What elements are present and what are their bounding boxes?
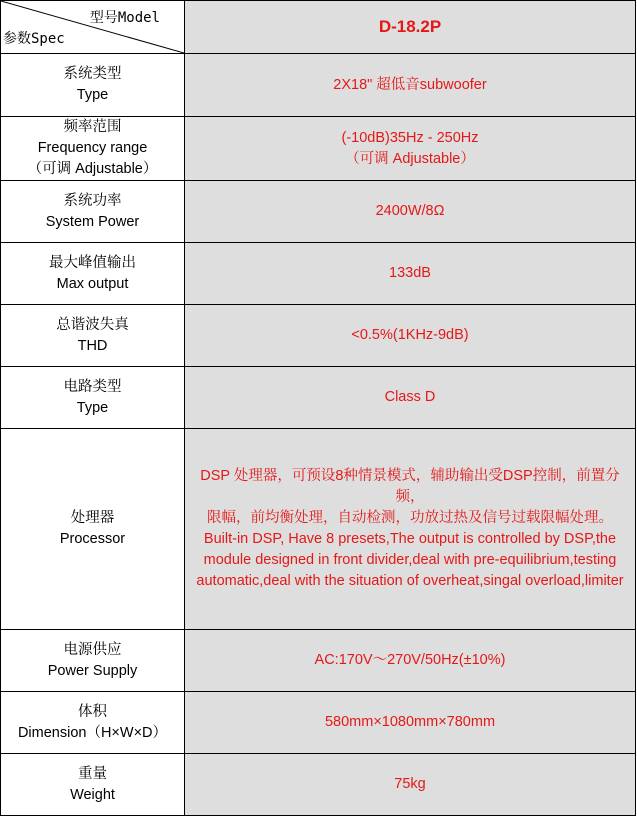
value-line: DSP 处理器，可预设8种情景模式，辅助输出受DSP控制，前置分频， bbox=[200, 468, 620, 505]
label-en: Processor bbox=[59, 531, 126, 547]
label-en: Type bbox=[76, 399, 109, 416]
spec-value bbox=[185, 54, 636, 117]
value-line: 133dB bbox=[389, 265, 431, 281]
label-en: Power Supply bbox=[47, 662, 138, 679]
label-extra: （可调 Adjustable） bbox=[27, 161, 158, 177]
label-cn: 电路类型 bbox=[63, 378, 122, 395]
label-en: Type bbox=[76, 87, 109, 103]
corner-header-cell bbox=[1, 1, 185, 54]
spec-row-processor bbox=[1, 429, 636, 630]
value-line: Built-in DSP, Have 8 presets,The output is controlled by DSP,the module designed in front divider,deal with pre-equilibrium,testing automatic,deal with the situation of overheat,singal overload,limiter bbox=[196, 531, 624, 589]
spec-label bbox=[1, 692, 185, 754]
spec-label bbox=[1, 367, 185, 429]
spec-value bbox=[185, 117, 636, 181]
label-cn: 频率范围 bbox=[63, 119, 122, 135]
spec-row-dimension bbox=[1, 692, 636, 754]
value-line: 75kg bbox=[394, 776, 426, 792]
header-row bbox=[1, 1, 636, 54]
spec-label bbox=[1, 754, 185, 816]
label-cn: 系统类型 bbox=[63, 66, 122, 82]
label-cn: 总谐波失真 bbox=[56, 316, 129, 333]
value-line: AC:170V～270V/50Hz(±10%) bbox=[314, 652, 506, 668]
model-header-label: 型号Model bbox=[89, 10, 160, 26]
spec-row-frequency bbox=[1, 117, 636, 181]
label-cn: 重量 bbox=[78, 765, 107, 782]
spec-label bbox=[1, 54, 185, 117]
value-line: Class D bbox=[384, 389, 436, 405]
spec-value bbox=[185, 692, 636, 754]
spec-label bbox=[1, 429, 185, 630]
label-en: Dimension（H×W×D） bbox=[17, 724, 168, 741]
label-en: System Power bbox=[45, 213, 140, 230]
spec-value bbox=[185, 305, 636, 367]
label-cn: 电源供应 bbox=[63, 641, 122, 658]
label-cn: 系统功率 bbox=[63, 192, 122, 209]
value-line: 2X18" 超低音subwoofer bbox=[333, 76, 487, 93]
value-line: (-10dB)35Hz - 250Hz bbox=[341, 129, 479, 146]
spec-value bbox=[185, 243, 636, 305]
label-cn: 处理器 bbox=[70, 510, 115, 526]
label-cn: 体积 bbox=[78, 703, 107, 720]
spec-label bbox=[1, 243, 185, 305]
label-en: Max output bbox=[56, 275, 129, 292]
spec-value bbox=[185, 754, 636, 816]
spec-row-power bbox=[1, 181, 636, 243]
spec-header-label: 参数Spec bbox=[3, 31, 65, 47]
spec-label bbox=[1, 630, 185, 692]
value-line: 580mm×1080mm×780mm bbox=[324, 714, 496, 730]
label-en: THD bbox=[77, 337, 108, 354]
value-line: 2400W/8Ω bbox=[375, 203, 445, 219]
label-en: Weight bbox=[70, 786, 115, 803]
spec-row-power-supply bbox=[1, 630, 636, 692]
model-name: D-18.2P bbox=[378, 16, 442, 36]
label-en: Frequency range bbox=[37, 140, 148, 156]
spec-label bbox=[1, 305, 185, 367]
spec-row-thd bbox=[1, 305, 636, 367]
model-name-cell bbox=[185, 1, 636, 54]
spec-value bbox=[185, 429, 636, 630]
spec-row-circuit bbox=[1, 367, 636, 429]
spec-label bbox=[1, 117, 185, 181]
spec-value bbox=[185, 630, 636, 692]
spec-row-type bbox=[1, 54, 636, 117]
label-cn: 最大峰值输出 bbox=[49, 254, 136, 271]
spec-value bbox=[185, 367, 636, 429]
spec-label bbox=[1, 181, 185, 243]
value-line: （可调 Adjustable） bbox=[345, 150, 475, 167]
value-line: <0.5%(1KHz-9dB) bbox=[351, 327, 469, 343]
spec-row-weight bbox=[1, 754, 636, 816]
spec-row-max-output bbox=[1, 243, 636, 305]
spec-value bbox=[185, 181, 636, 243]
value-line: 限幅，前均衡处理，自动检测，功放过热及信号过载限幅处理。 bbox=[207, 510, 613, 526]
